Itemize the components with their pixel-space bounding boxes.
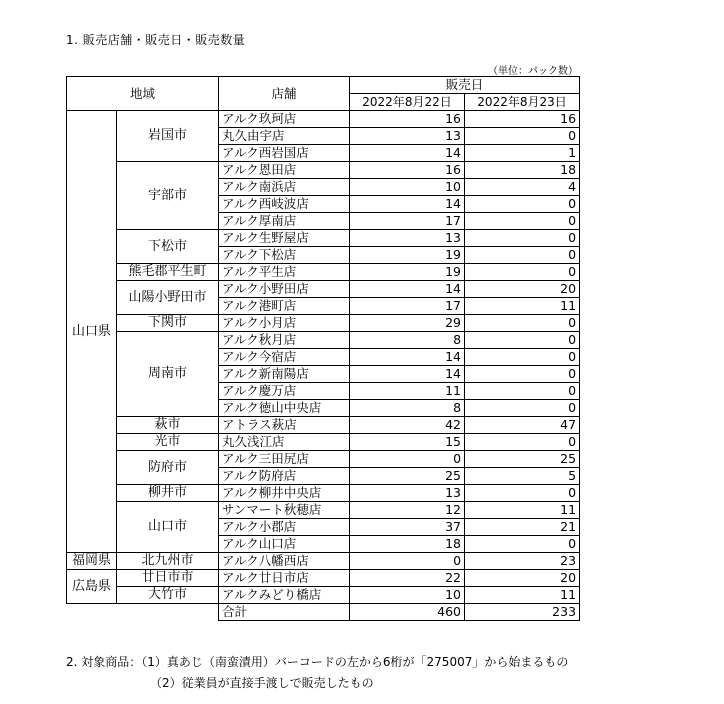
store-cell: アトラス萩店: [219, 417, 350, 434]
store-cell: アルク恩田店: [219, 162, 350, 179]
store-cell: アルク新南陽店: [219, 366, 350, 383]
city-cell: 廿日市市: [117, 570, 219, 587]
store-cell: 丸久浅江店: [219, 434, 350, 451]
total-spacer: [67, 604, 219, 621]
qty-day2-cell: 4: [465, 179, 580, 196]
table-row: [67, 570, 580, 587]
table-row: [67, 264, 580, 281]
qty-day2-cell: 0: [465, 264, 580, 281]
qty-day1-cell: 42: [350, 417, 465, 434]
qty-day1-cell: 14: [350, 366, 465, 383]
table-row: [67, 485, 580, 502]
table-row: [67, 162, 580, 179]
table-row: [67, 417, 580, 434]
qty-day2-cell: 0: [465, 230, 580, 247]
notes: [66, 652, 568, 694]
qty-day2-cell: 16: [465, 111, 580, 128]
qty-day1-cell: 16: [350, 162, 465, 179]
total-label: 合計: [219, 604, 350, 621]
qty-day1-cell: 22: [350, 570, 465, 587]
city-cell: 大竹市: [117, 587, 219, 604]
qty-day1-cell: 19: [350, 264, 465, 281]
store-cell: アルク慶万店: [219, 383, 350, 400]
qty-day1-cell: 8: [350, 400, 465, 417]
qty-day1-cell: 12: [350, 502, 465, 519]
header-area: 地域: [67, 77, 219, 111]
qty-day1-cell: 29: [350, 315, 465, 332]
qty-day2-cell: 0: [465, 247, 580, 264]
qty-day2-cell: 0: [465, 400, 580, 417]
city-cell: 宇部市: [117, 162, 219, 230]
store-cell: アルク八幡西店: [219, 553, 350, 570]
table-row: [67, 111, 580, 128]
store-cell: アルク西岐波店: [219, 196, 350, 213]
header-date-1: 2022年8月22日: [350, 94, 465, 111]
store-cell: アルクみどり橋店: [219, 587, 350, 604]
table-row: [67, 315, 580, 332]
qty-day2-cell: 0: [465, 383, 580, 400]
qty-day2-cell: 20: [465, 281, 580, 298]
table-row: [67, 434, 580, 451]
qty-day2-cell: 0: [465, 349, 580, 366]
header-store: 店舗: [219, 77, 350, 111]
table-row: [67, 553, 580, 570]
city-cell: 周南市: [117, 332, 219, 417]
total-day2: 233: [465, 604, 580, 621]
sales-table: [66, 76, 580, 621]
qty-day2-cell: 20: [465, 570, 580, 587]
qty-day2-cell: 11: [465, 298, 580, 315]
store-cell: アルク小野田店: [219, 281, 350, 298]
qty-day1-cell: 13: [350, 128, 465, 145]
store-cell: アルク平生店: [219, 264, 350, 281]
store-cell: アルク秋月店: [219, 332, 350, 349]
qty-day1-cell: 0: [350, 451, 465, 468]
qty-day1-cell: 19: [350, 247, 465, 264]
qty-day2-cell: 0: [465, 536, 580, 553]
city-cell: 熊毛郡平生町: [117, 264, 219, 281]
qty-day1-cell: 17: [350, 298, 465, 315]
qty-day1-cell: 14: [350, 145, 465, 162]
city-cell: 萩市: [117, 417, 219, 434]
store-cell: アルク三田尻店: [219, 451, 350, 468]
qty-day1-cell: 37: [350, 519, 465, 536]
qty-day1-cell: 14: [350, 349, 465, 366]
unit-note: （単位：パック数）: [488, 66, 578, 77]
total-day1: 460: [350, 604, 465, 621]
store-cell: アルク山口店: [219, 536, 350, 553]
table-row: [67, 332, 580, 349]
qty-day2-cell: 1: [465, 145, 580, 162]
city-cell: 山陽小野田市: [117, 281, 219, 315]
store-cell: アルク防府店: [219, 468, 350, 485]
qty-day1-cell: 16: [350, 111, 465, 128]
qty-day2-cell: 25: [465, 451, 580, 468]
total-row: [67, 604, 580, 621]
store-cell: アルク生野屋店: [219, 230, 350, 247]
store-cell: アルク柳井中央店: [219, 485, 350, 502]
store-cell: アルク小郡店: [219, 519, 350, 536]
store-cell: アルク玖珂店: [219, 111, 350, 128]
qty-day1-cell: 11: [350, 383, 465, 400]
qty-day1-cell: 10: [350, 587, 465, 604]
qty-day2-cell: 0: [465, 332, 580, 349]
qty-day1-cell: 13: [350, 230, 465, 247]
store-cell: アルク南浜店: [219, 179, 350, 196]
city-cell: 下松市: [117, 230, 219, 264]
city-cell: 山口市: [117, 502, 219, 553]
store-cell: 丸久由宇店: [219, 128, 350, 145]
qty-day2-cell: 5: [465, 468, 580, 485]
note-line-2: （2）従業員が直接手渡しで販売したもの: [150, 676, 374, 690]
qty-day2-cell: 0: [465, 315, 580, 332]
table-row: [67, 230, 580, 247]
note-line-1: 2. 対象商品：（1）真あじ（南蛮漬用）バーコードの左から6桁が「275007」から始まるもの: [66, 655, 569, 669]
table-row: [67, 451, 580, 468]
city-cell: 岩国市: [117, 111, 219, 162]
qty-day1-cell: 25: [350, 468, 465, 485]
store-cell: サンマート秋穂店: [219, 502, 350, 519]
qty-day1-cell: 0: [350, 553, 465, 570]
qty-day2-cell: 47: [465, 417, 580, 434]
qty-day2-cell: 18: [465, 162, 580, 179]
qty-day2-cell: 0: [465, 213, 580, 230]
qty-day2-cell: 0: [465, 366, 580, 383]
city-cell: 光市: [117, 434, 219, 451]
qty-day1-cell: 14: [350, 281, 465, 298]
store-cell: アルク厚南店: [219, 213, 350, 230]
qty-day2-cell: 23: [465, 553, 580, 570]
table-row: [67, 502, 580, 519]
qty-day2-cell: 0: [465, 434, 580, 451]
prefecture-cell: 福岡県: [67, 553, 117, 570]
prefecture-cell: 広島県: [67, 570, 117, 604]
qty-day1-cell: 15: [350, 434, 465, 451]
table-row: [67, 587, 580, 604]
qty-day2-cell: 11: [465, 502, 580, 519]
store-cell: アルク下松店: [219, 247, 350, 264]
header-date-2: 2022年8月23日: [465, 94, 580, 111]
qty-day1-cell: 13: [350, 485, 465, 502]
qty-day1-cell: 18: [350, 536, 465, 553]
store-cell: アルク徳山中央店: [219, 400, 350, 417]
qty-day2-cell: 21: [465, 519, 580, 536]
store-cell: アルク今宿店: [219, 349, 350, 366]
store-cell: アルク小月店: [219, 315, 350, 332]
city-cell: 下関市: [117, 315, 219, 332]
store-cell: アルク廿日市店: [219, 570, 350, 587]
section-heading: 1. 販売店舗・販売日・販売数量: [66, 33, 246, 47]
qty-day1-cell: 10: [350, 179, 465, 196]
table-row: [67, 281, 580, 298]
store-cell: アルク港町店: [219, 298, 350, 315]
qty-day2-cell: 0: [465, 196, 580, 213]
qty-day2-cell: 0: [465, 128, 580, 145]
city-cell: 柳井市: [117, 485, 219, 502]
qty-day2-cell: 0: [465, 485, 580, 502]
city-cell: 防府市: [117, 451, 219, 485]
qty-day2-cell: 11: [465, 587, 580, 604]
qty-day1-cell: 17: [350, 213, 465, 230]
header-sales-day: 販売日: [350, 77, 580, 94]
city-cell: 北九州市: [117, 553, 219, 570]
store-cell: アルク西岩国店: [219, 145, 350, 162]
qty-day1-cell: 14: [350, 196, 465, 213]
qty-day1-cell: 8: [350, 332, 465, 349]
prefecture-cell: 山口県: [67, 111, 117, 553]
